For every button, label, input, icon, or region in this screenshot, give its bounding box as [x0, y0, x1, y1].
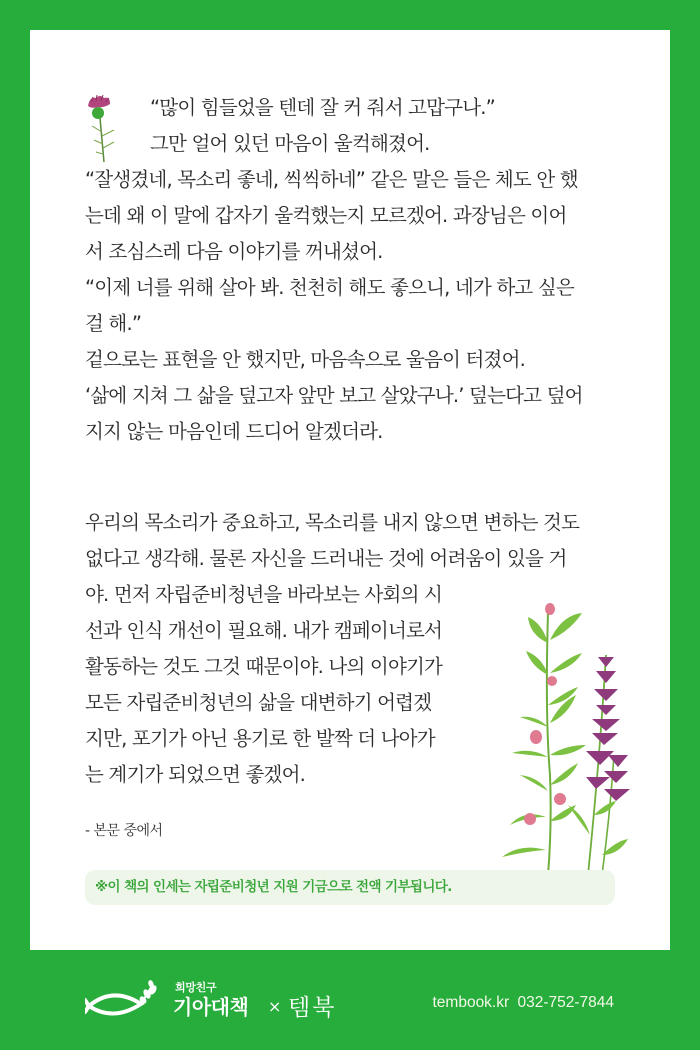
logo-title: 기아대책 — [173, 995, 249, 1019]
quote-line: “많이 힘들었을 텐데 잘 커 줘서 고맙구나.” — [150, 96, 495, 119]
partner-logo: 템북 — [288, 995, 337, 1021]
body-line: 는 계기가 되었으면 좋겠어. — [85, 763, 306, 786]
body-line: “잘생겼네, 목소리 좋네, 씩씩하네” 같은 말은 들은 체도 안 했 — [85, 168, 578, 191]
body-line: 모든 자립준비청년의 삶을 대변하기 어렵겠 — [85, 691, 432, 714]
logo-separator: × — [268, 997, 282, 1016]
wildflower-illustration-icon — [490, 595, 640, 875]
source-attribution: - 본문 중에서 — [85, 823, 163, 839]
body-line: 지만, 포기가 아닌 용기로 한 발짝 더 나아가 — [85, 727, 435, 750]
body-line: 없다고 생각해. 물론 자신을 드러내는 것에 어려움이 있을 거 — [85, 547, 567, 570]
website-link[interactable]: tembook.kr — [432, 994, 510, 1011]
content-panel — [30, 30, 670, 950]
quote-block — [85, 90, 620, 450]
body-line: 걸 해.” — [85, 312, 142, 335]
body-line: 야. 먼저 자립준비청년을 바라보는 사회의 시 — [85, 583, 443, 606]
body-line: 겉으로는 표현을 안 했지만, 마음속으로 울음이 터졌어. — [85, 348, 526, 371]
body-line: 지지 않는 마음인데 드디어 알겠더라. — [85, 420, 383, 443]
body-line: 활동하는 것도 그것 때문이야. 나의 이야기가 — [85, 655, 443, 678]
body-line: 는데 왜 이 말에 갑자기 울컥했는지 모르겠어. 과장님은 이어 — [85, 204, 567, 227]
body-line: 우리의 목소리가 중요하고, 목소리를 내지 않으면 변하는 것도 — [85, 511, 580, 534]
donation-notice: ※이 책의 인세는 자립준비청년 지원 기금으로 전액 기부됩니다. — [85, 870, 615, 905]
body-line: “이제 너를 위해 살아 봐. 천천히 해도 좋으니, 네가 하고 싶은 — [85, 276, 574, 299]
fish-wheat-logo-icon — [85, 980, 165, 1020]
body-line: 서 조심스레 다음 이야기를 꺼내셨어. — [85, 240, 383, 263]
phone-number: 032-752-7844 — [517, 994, 614, 1011]
logo-subtitle: 희망친구 — [175, 981, 217, 994]
quote-line: 그만 얼어 있던 마음이 울컥해졌어. — [150, 132, 430, 155]
body-line: 선과 인식 개선이 필요해. 내가 캠페이너로서 — [85, 619, 443, 642]
body-line: ‘삶에 지쳐 그 삶을 덮고자 앞만 보고 살았구나.’ 덮는다고 덮어 — [85, 384, 583, 407]
footer-contact — [432, 994, 614, 1012]
footer-logo — [85, 975, 345, 1025]
